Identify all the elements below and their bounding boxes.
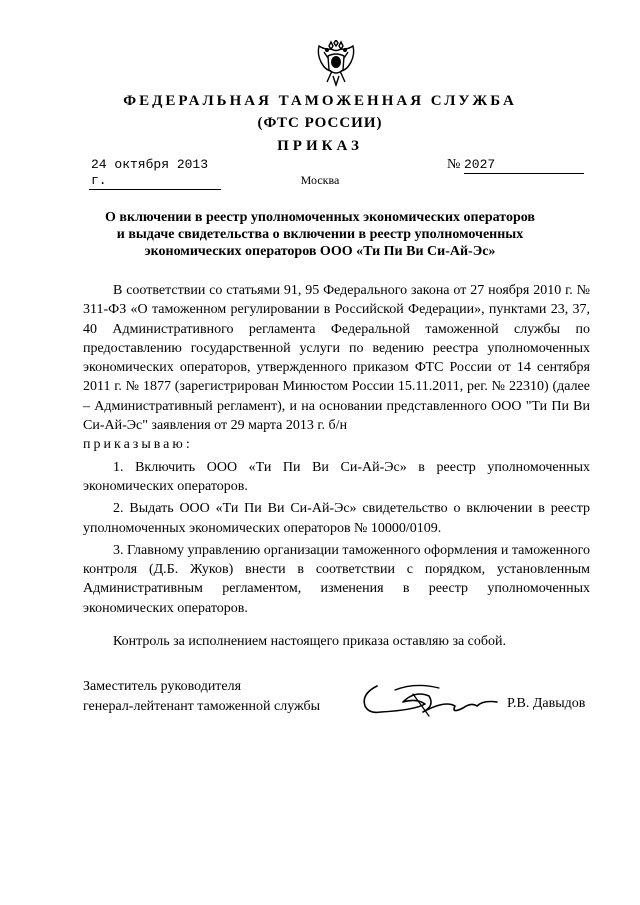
order-number: 2027 [464, 157, 584, 174]
preamble-paragraph: В соответствии со статьями 91, 95 Федерального закона от 27 ноября 2010 г. № 311-ФЗ «О таможенном регулировании в Российской Федерации», пунктами 23, 37, 40 Административного регламента Федеральной таможенной службы по предоставлению государственной услуги по ведению реестра уполномоченных экономических операторов, утвержденного приказом ФТС России от 14 сентября 2011 г. № 1877 (зарегистрирован Минюстом России 15.11.2011, рег. № 22310) (далее – Административный регламент), и на основании представленного ООО "Ти Пи Ви Си-Ай-Эс" заявления от 29 марта 2013 г. б/н [83, 283, 590, 434]
signer-name: Р.В. Давыдов [507, 696, 586, 711]
agency-short-name: (ФТС РОССИИ) [257, 115, 383, 131]
title-line: и выдаче свидетельства о включении в реестр уполномоченных [116, 227, 524, 242]
title-line: О включении в реестр уполномоченных экономических операторов [105, 210, 535, 225]
order-item-2: 2. Выдать ООО «Ти Пи Ви Си-Ай-Эс» свидетельство о включении в реестр уполномоченных экономических операторов № 10000/0109. [83, 501, 590, 536]
signer-position [83, 677, 320, 716]
document-type: ПРИКАЗ [277, 138, 363, 154]
order-number-sign: № [447, 157, 461, 172]
title-line: экономических операторов ООО «Ти Пи Ви Си-Ай-Эс» [144, 244, 496, 259]
document-title [100, 209, 540, 260]
issue-place: Москва [300, 173, 340, 187]
signer-position-line-1: Заместитель руководителя [83, 679, 242, 694]
order-item-1: 1. Включить ООО «Ти Пи Ви Си-Ай-Эс» в реестр уполномоченных экономических операторов. [83, 459, 590, 494]
handwritten-signature-icon [355, 676, 505, 726]
agency-name: ФЕДЕРАЛЬНАЯ ТАМОЖЕННАЯ СЛУЖБА [123, 93, 517, 109]
document-body [83, 281, 590, 618]
order-item-3: 3. Главному управлению организации таможенного оформления и таможенного контроля (Д.Б. Жуков) внести в соответствии с порядком, установленным Административным регламентом, изменения в реестр уполномоченных экономических операторов. [83, 542, 590, 616]
signer-position-line-2: генерал-лейтенант таможенной службы [83, 698, 321, 714]
order-date: 24 октября 2013 г. [89, 157, 221, 190]
russian-coat-of-arms-icon [313, 40, 359, 90]
order-word: приказываю: [83, 437, 193, 453]
control-paragraph: Контроль за исполнением настоящего приказа оставляю за собой. [113, 634, 507, 649]
